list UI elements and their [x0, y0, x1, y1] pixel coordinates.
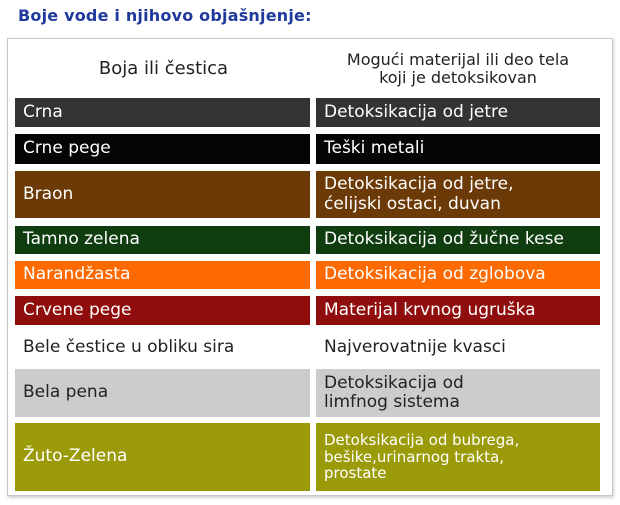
table-row-1-material: Detoksikacija od jetre — [316, 98, 600, 127]
table-row-6-material: Materijal krvnog ugruška — [316, 296, 600, 325]
table-row-3-material: Detoksikacija od jetre, ćelijski ostaci, duvan — [316, 171, 600, 218]
table-row-9-material: Detoksikacija od bubrega, bešike,urinarnog trakta, prostate — [316, 423, 600, 491]
table-row-7-color: Bele čestice u obliku sira — [15, 332, 310, 364]
table-row-5-material: Detoksikacija od zglobova — [316, 261, 600, 289]
table-row-1-color: Crna — [15, 98, 310, 127]
table-row-7-material: Najverovatnije kvasci — [316, 332, 600, 364]
header-material-or-body-part: Mogući materijal ili deo tela koji je detoksikovan — [316, 46, 600, 92]
table-row-2-material: Teški metali — [316, 134, 600, 164]
table-row-2-color: Crne pege — [15, 134, 310, 164]
table-row-3-color: Braon — [15, 171, 310, 218]
header-color-or-particle: Boja ili čestica — [15, 46, 310, 92]
table-row-6-color: Crvene pege — [15, 296, 310, 325]
table-row-8-color: Bela pena — [15, 369, 310, 417]
table-row-9-color: Žuto-Zelena — [15, 423, 310, 491]
table-row-4-color: Tamno zelena — [15, 226, 310, 254]
page-title: Boje vode i njihovo objašnjenje: — [18, 6, 312, 25]
table-row-4-material: Detoksikacija od žučne kese — [316, 226, 600, 254]
table-row-8-material: Detoksikacija od limfnog sistema — [316, 369, 600, 417]
table-row-5-color: Narandžasta — [15, 261, 310, 289]
